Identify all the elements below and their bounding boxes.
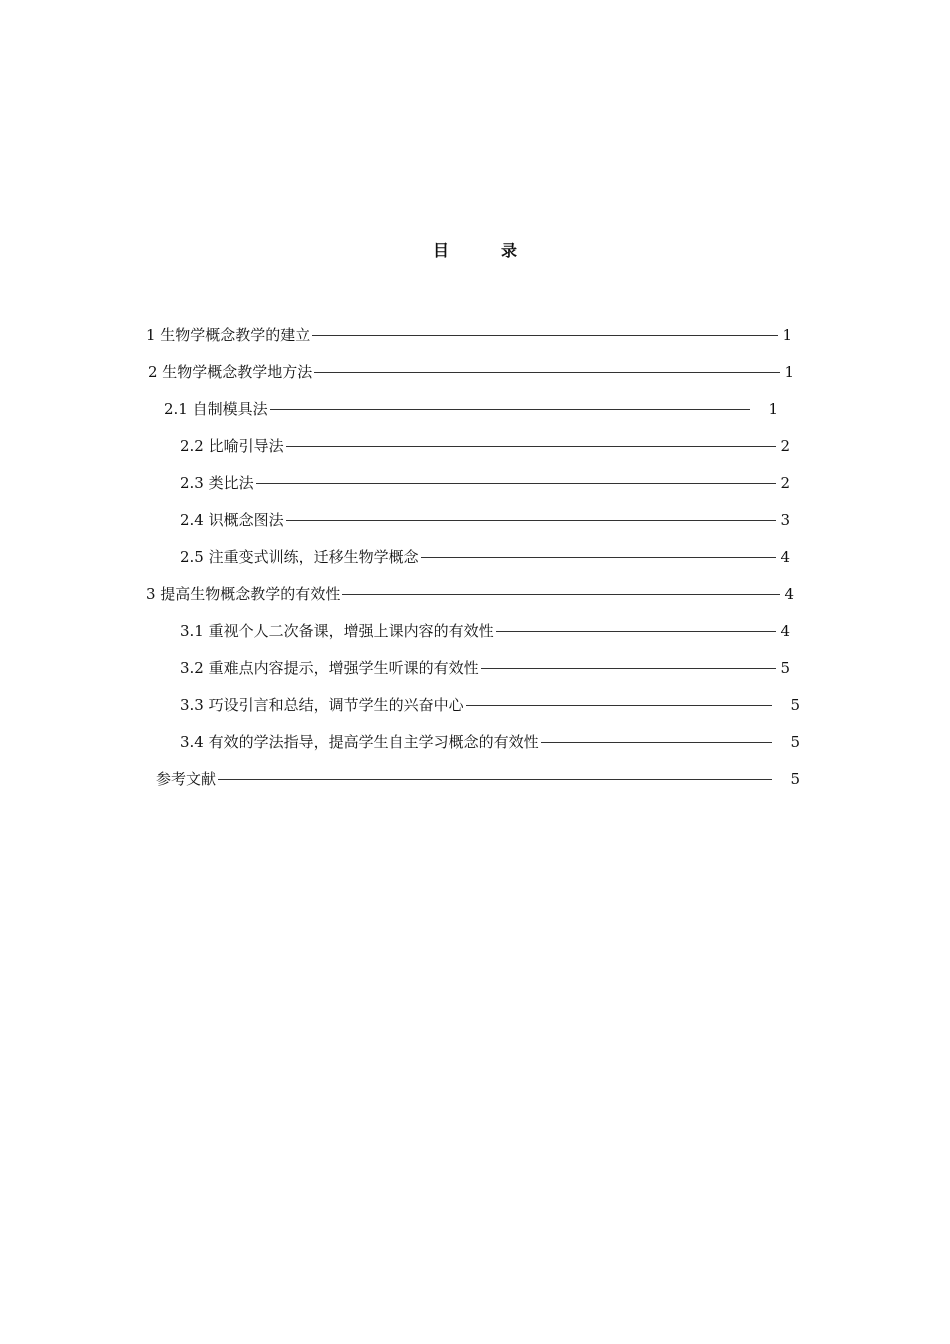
- toc-leader-line: [421, 557, 777, 558]
- toc-leader-line: [286, 446, 777, 447]
- toc-page-number: 1: [768, 400, 778, 418]
- toc-leader-line: [314, 372, 780, 373]
- toc-page-number: 4: [784, 585, 794, 603]
- toc-entry-label: 3.3 巧设引言和总结，调节学生的兴奋中心: [180, 696, 464, 714]
- toc-page-number: 4: [780, 622, 790, 640]
- toc-entry-label: 3.2 重难点内容提示，增强学生听课的有效性: [180, 659, 479, 677]
- toc-page-number: 2: [780, 437, 790, 455]
- toc-entry[interactable]: [180, 472, 790, 494]
- toc-entry-label: 2.5 注重变式训练，迁移生物学概念: [180, 548, 419, 566]
- toc-leader-line: [286, 520, 777, 521]
- toc-entry[interactable]: [164, 398, 778, 420]
- toc-entry-label: 参考文献: [156, 770, 217, 788]
- toc-entry[interactable]: [156, 768, 800, 790]
- toc-entry[interactable]: [180, 509, 790, 531]
- toc-entry[interactable]: [180, 694, 800, 716]
- toc-entry-label: 2.3 类比法: [180, 474, 254, 492]
- toc-entry-label: 2.1 自制模具法: [164, 400, 268, 418]
- toc-page-number: 4: [780, 548, 790, 566]
- toc-entry[interactable]: [180, 620, 790, 642]
- toc-page-number: 5: [780, 659, 790, 677]
- toc-leader-line: [270, 409, 751, 410]
- toc-page-number: 5: [790, 770, 800, 788]
- toc-leader-line: [466, 705, 773, 706]
- toc-entry[interactable]: [180, 546, 790, 568]
- toc-leader-line: [312, 335, 778, 336]
- toc-title: 目 录: [432, 241, 535, 260]
- toc-page-number: 1: [784, 363, 794, 381]
- toc-leader-line: [481, 668, 777, 669]
- toc-leader-line: [342, 594, 780, 595]
- toc-leader-line: [496, 631, 777, 632]
- toc-entry-label: 1 生物学概念教学的建立: [146, 326, 311, 344]
- toc-leader-line: [256, 483, 777, 484]
- toc-entry-label: 3.4 有效的学法指导，提高学生自主学习概念的有效性: [180, 733, 539, 751]
- toc-entry[interactable]: [146, 324, 792, 346]
- toc-page-number: 1: [782, 326, 792, 344]
- toc-leader-line: [541, 742, 773, 743]
- toc-entry[interactable]: [180, 731, 800, 753]
- toc-entry[interactable]: [180, 657, 790, 679]
- toc-page-number: 5: [790, 696, 800, 714]
- toc-leader-line: [218, 779, 772, 780]
- toc-entry[interactable]: [146, 583, 794, 605]
- toc-page-number: 3: [780, 511, 790, 529]
- toc-entry-label: 3.1 重视个人二次备课，增强上课内容的有效性: [180, 622, 494, 640]
- toc-entry[interactable]: [148, 361, 794, 383]
- toc-page-number: 2: [780, 474, 790, 492]
- toc-entry-label: 3 提高生物概念教学的有效性: [146, 585, 341, 603]
- toc-entry-label: 2.2 比喻引导法: [180, 437, 284, 455]
- toc-page-number: 5: [790, 733, 800, 751]
- toc-entry-label: 2 生物学概念教学地方法: [148, 363, 313, 381]
- toc-entry-label: 2.4 识概念图法: [180, 511, 284, 529]
- toc-entry[interactable]: [180, 435, 790, 457]
